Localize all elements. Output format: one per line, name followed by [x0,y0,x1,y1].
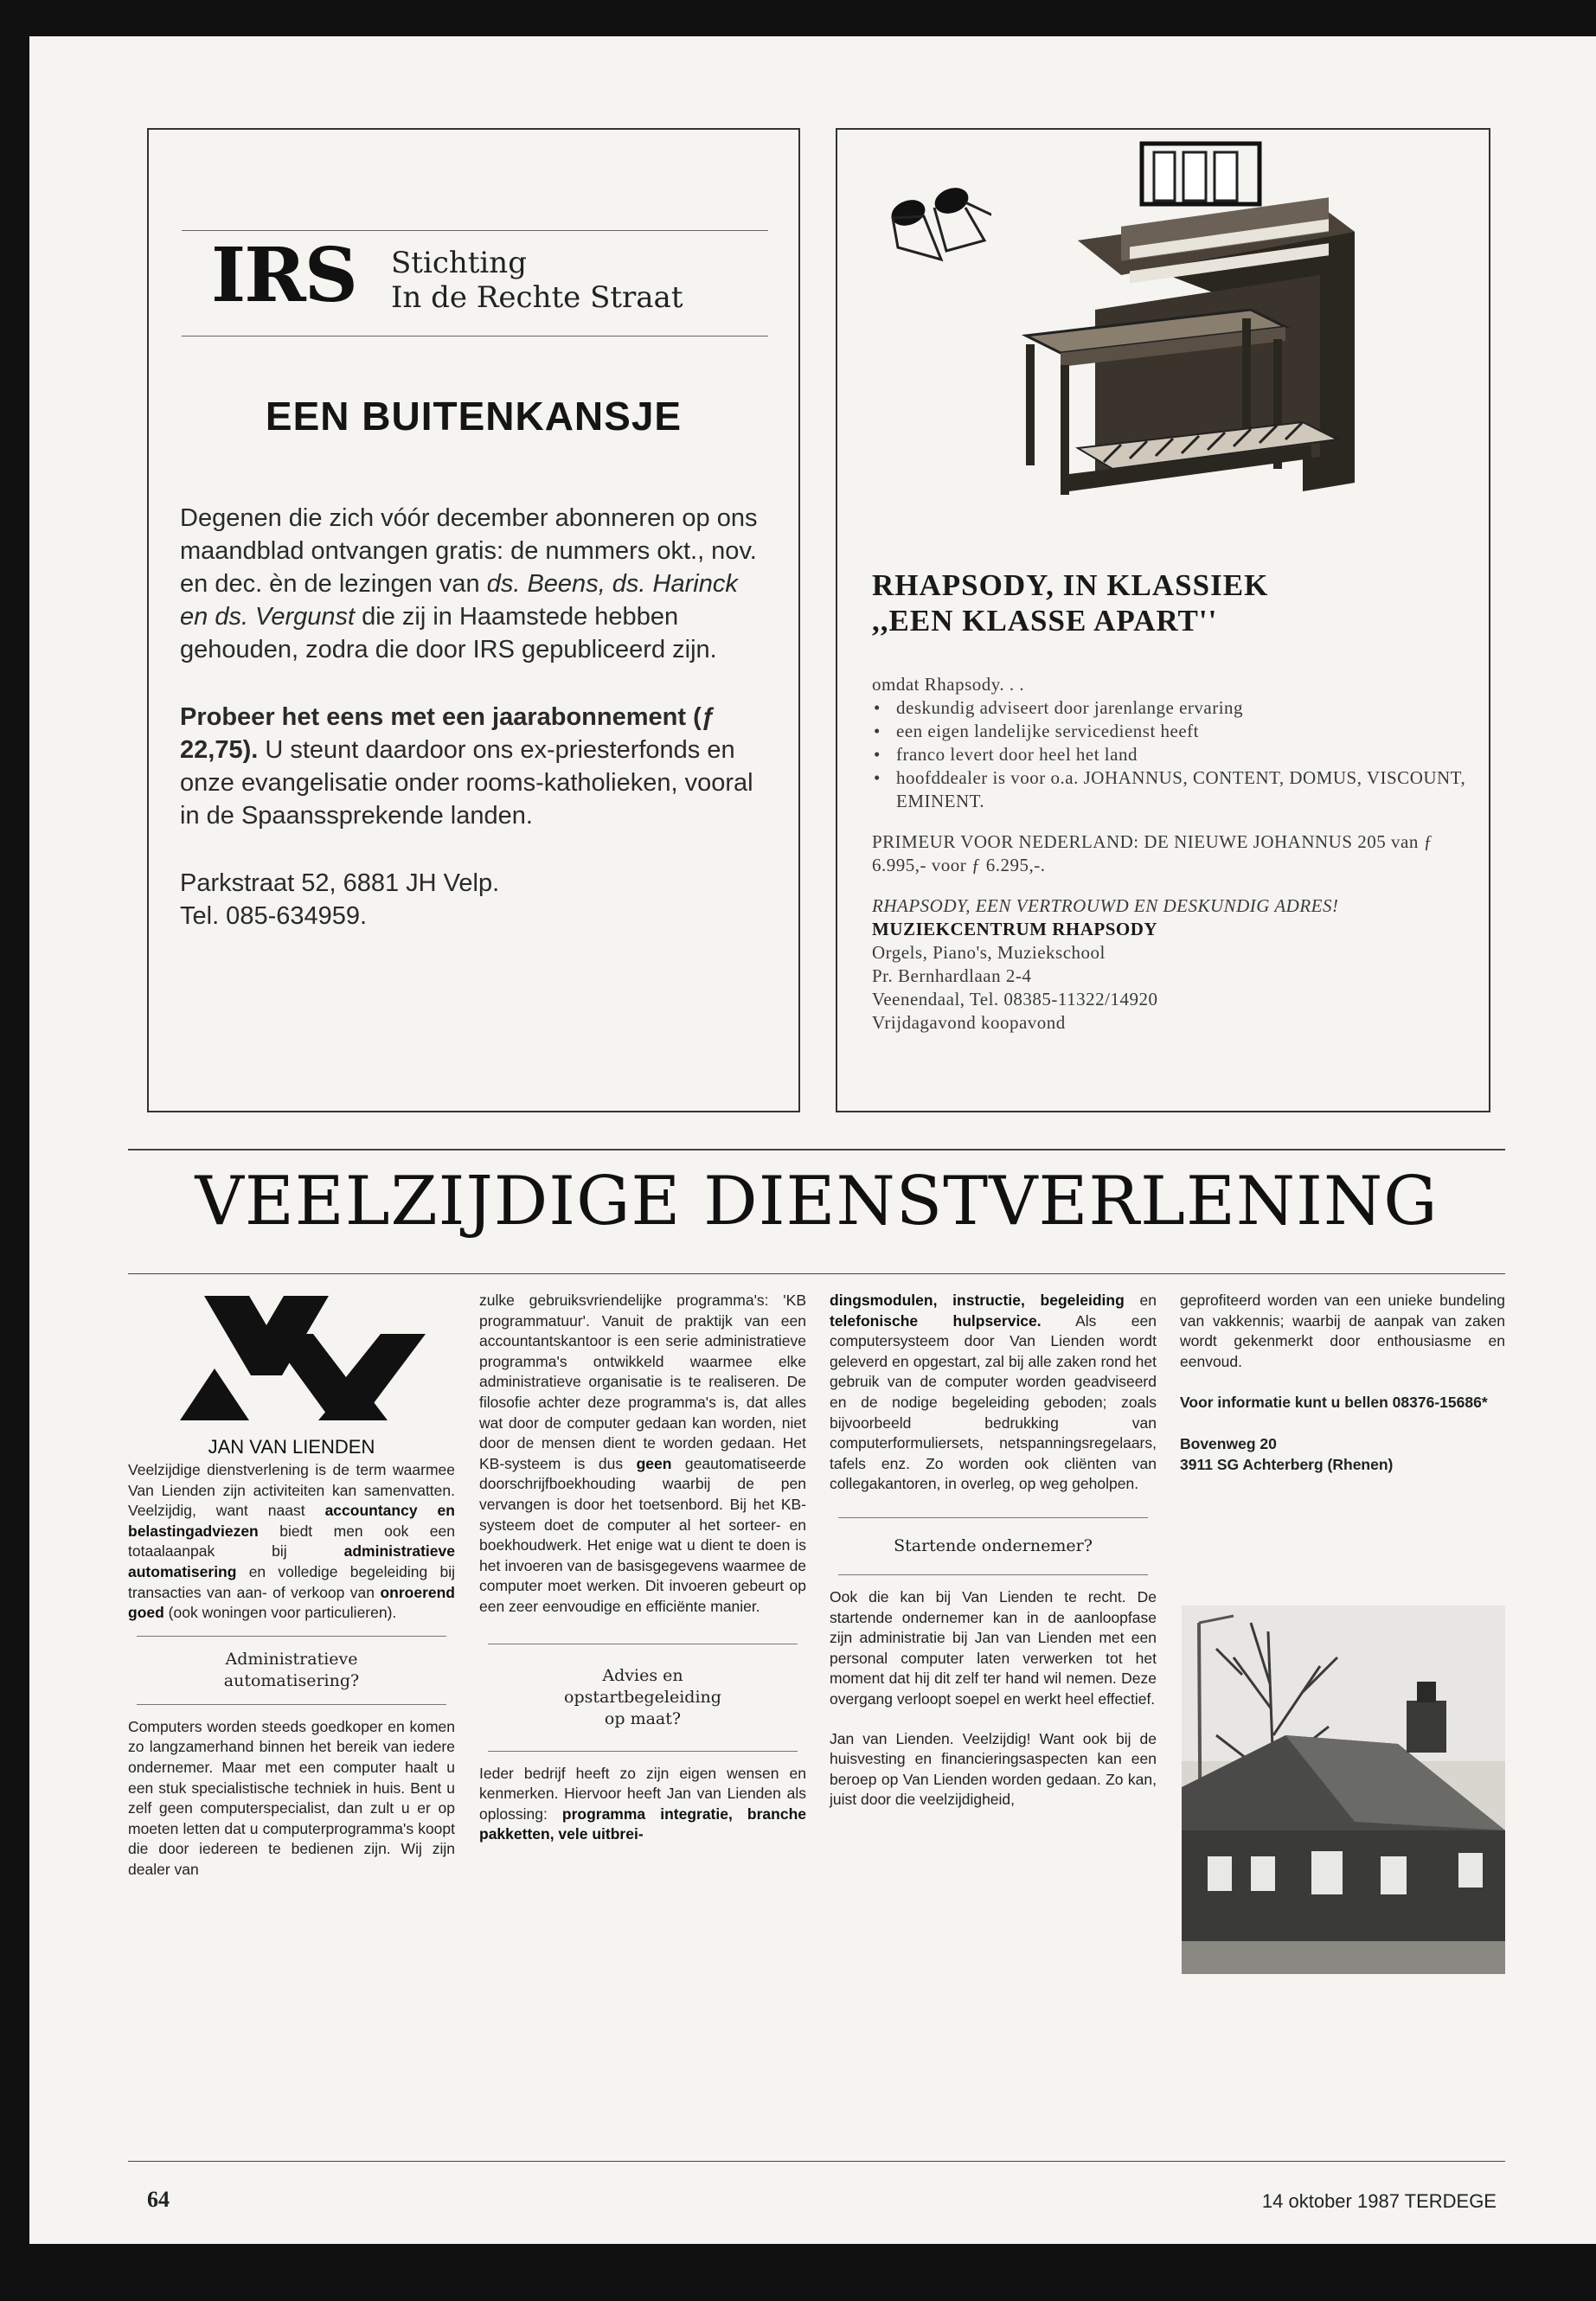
irs-logo: IRS [211,232,356,319]
irs-org-name: Stichting In de Rechte Straat [391,246,683,315]
col4-paragraph-1: geprofiteerd worden van een unieke bundeling van vakkennis; waarbij de aanpak van zaken wordt gekenmerkt door enthousiasme en eenvoud. [1180,1292,1505,1370]
rhapsody-company: MUZIEKCENTRUM RHAPSODY [872,919,1158,939]
rhapsody-premier: PRIMEUR VOOR NEDERLAND: DE NIEUWE JOHANNUS 205 van ƒ 6.995,- voor ƒ 6.295,-. [872,831,1433,875]
page-number: 64 [147,2187,170,2212]
magazine-page [29,36,1596,2244]
col3-subhead: Startende ondernemer? [894,1535,1093,1555]
list-item: • een eigen landelijke servicedienst heeft [872,720,1469,743]
farmhouse-photo [1182,1606,1505,1974]
rhapsody-line: Pr. Bernhardlaan 2-4 [872,965,1032,986]
article-headline-rule [128,1273,1505,1274]
col3-paragraph-2: Ook die kan bij Van Lienden te recht. De startende ondernemer kan in de aanloopfase zijn administratie bij Jan van Lienden met een personal computer laten verwerken tot het moment dat hij dit zelf ter hand wil nemen. Deze overgang verloopt soepel en werkt heel effectief. [830,1587,1157,1708]
list-item: • hoofddealer is voor o.a. JOHANNUS, CONTENT, DOMUS, VISCOUNT, EMINENT. [872,766,1469,813]
list-item: • deskundig adviseert door jarenlange ervaring [872,696,1469,720]
article-top-rule [128,1149,1505,1150]
article-column-3 [830,1291,1157,1811]
col4-address-street: Bovenweg 20 [1180,1434,1277,1452]
rhapsody-title: RHAPSODY, IN KLASSIEK ,,EEN KLASSE APART'' [872,568,1269,638]
irs-address: Parkstraat 52, 6881 JH Velp. [180,869,500,897]
irs-body [180,502,768,933]
col1-paragraph-1: Veelzijdige dienstverlening is de term waarmee Van Lienden zijn activiteiten kan samenvatten. Veelzijdig, want naast accountancy en belastingadviezen biedt men ook een totaalaanpak bij administratieve automatisering en volledige begeleiding bij transacties van aan- of verkoop van onroerend goed (ook woningen voor particulieren). [128,1461,455,1622]
jan-van-lienden-logo [128,1291,455,1460]
col3-paragraph-3: Jan van Lienden. Veelzijdig! Want ook bij de huisvesting en financieringsaspecten kan een beroep op Van Lienden worden gedaan. Zo kan, juist door die veelzijdigheid, [830,1729,1157,1809]
col3-paragraph-1: dingsmodulen, instructie, begeleiding en telefonische hulpservice. Als een computersysteem door Van Lienden wordt geleverd en opgestart, zal bij alle zaken rond het gebruik van de computer worden geadviseerd en de nodige begeleiding geboden; zoals bijvoorbeeld bedrukking van computerformuliersets, netspanningsregelaars, tafels enz. Zo worden ook cliënten van collegakantoren, in overleg, op weg geholpen. [830,1292,1157,1493]
irs-phone: Tel. 085-634959. [180,902,368,930]
organ-illustration [991,137,1398,543]
issue-date: 14 oktober 1987 TERDEGE [1261,2190,1497,2212]
rhapsody-body [872,673,1469,1035]
rhapsody-advertisement [836,128,1490,1112]
irs-paragraph-offer: Degenen die zich vóór december abonneren op ons maandblad ontvangen gratis: de nummers okt., nov. en dec. èn de lezingen van ds. Beens, ds. Harinck en ds. Vergunst die zij in Haamstede hebben gehouden, zodra die door IRS gepubliceerd zijn. [180,504,758,663]
irs-advertisement [147,128,800,1112]
footer-rule [128,2161,1505,2162]
article-column-4 [1180,1291,1505,1475]
col4-info: Voor informatie kunt u bellen 08376-15686* [1180,1394,1488,1412]
logo-name: JAN VAN LIENDEN [208,1436,375,1458]
col2-paragraph-1: zulke gebruiksvriendelijke programma's: 'KB programmatuur'. Vanuit de praktijk van een accountantskantoor is een serie administratieve programma's ontwikkeld waarmee elke administratieve organisatie is te realiseren. De filosofie achter deze programma's is, dat alles wat door de computer gedaan kan worden, niet door de mensen dient te worden gedaan. Het KB-systeem is dus geen geautomatiseerde doorschrijfboekhouding waarbij de pen vervangen is door het toetsenbord. Bij het KB-systeem doet de computer al het sorteer- en boekhoudwerk. Het enige wat u dient te doen is het invoeren van de basisgegevens waarmee de computer moet werken. Dit invoeren gebeurt op een zeer eenvoudige en efficiënte manier. [479,1292,806,1615]
rhapsody-line: Veenendaal, Tel. 08385-11322/14920 [872,989,1158,1009]
irs-headline: EEN BUITENKANSJE [265,394,683,439]
col4-address-city: 3911 SG Achterberg (Rhenen) [1180,1455,1394,1473]
col2-paragraph-2: Ieder bedrijf heeft zo zijn eigen wensen en kenmerken. Hiervoor heeft Jan van Lienden als oplossing: programma integratie, branche pakketten, vele uitbrei- [479,1764,806,1843]
list-item: • franco levert door heel het land [872,743,1469,766]
rhapsody-line: Orgels, Piano's, Muziekschool [872,942,1106,963]
col1-subhead: Administratieve automatisering? [223,1649,360,1690]
irs-paragraph-subscribe: Probeer het eens met een jaarabonnement (ƒ 22,75). U steunt daardoor ons ex-priesterfonds en onze evangelisatie onder rooms-katholieken, vooral in de Spaanssprekende landen. [180,703,753,830]
rhapsody-bullet-list [872,696,1469,813]
article-column-1 [128,1291,455,1881]
col2-subhead: Advies en opstartbegeleiding op maat? [564,1665,721,1728]
rhapsody-line: Vrijdagavond koopavond [872,1012,1066,1033]
article-column-2 [479,1291,806,1845]
rhapsody-slogan: RHAPSODY, EEN VERTROUWD EN DESKUNDIG ADRES! [872,895,1339,916]
rhapsody-intro: omdat Rhapsody. . . [872,674,1025,695]
col1-paragraph-2: Computers worden steeds goedkoper en komen zo langzamerhand binnen het bereik van iedere ondernemer. Maar met een computer haalt u een stuk specialistische techniek in huis. Bent u zelf geen computerspecialist, dan zult u er op moeten letten dat u computerprogramma's koopt die door iedereen te bedienen zijn. Wij zijn dealer van [128,1717,455,1878]
article-headline: VEELZIJDIGE DIENSTVERLENING [195,1163,1439,1240]
